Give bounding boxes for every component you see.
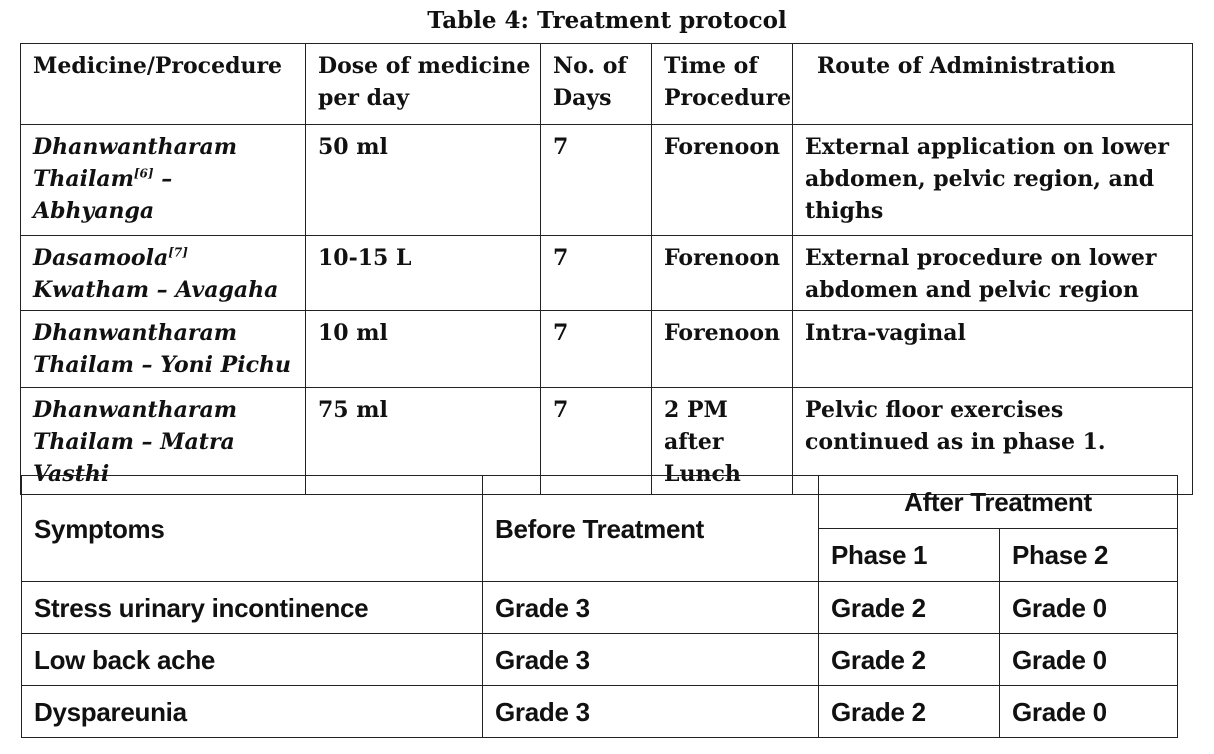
table-row (21, 125, 1193, 236)
dose-cell: 50 ml (306, 125, 541, 236)
phase2-cell: Grade 0 (1000, 582, 1178, 634)
table-row (22, 686, 1178, 738)
phase1-cell: Grade 2 (819, 582, 1000, 634)
table-row (22, 634, 1178, 686)
reference-marker: [6] (133, 166, 154, 181)
medicine-cell: Dhanwantharam Thailam – Matra Vasthi (21, 388, 306, 495)
days-cell: 7 (541, 236, 652, 311)
time-cell: Forenoon (652, 125, 793, 236)
before-cell: Grade 3 (483, 582, 819, 634)
time-cell: 2 PM after Lunch (652, 388, 793, 495)
days-cell: 7 (541, 388, 652, 495)
symptom-cell: Low back ache (22, 634, 483, 686)
header-medicine: Medicine/Procedure (21, 44, 306, 125)
header-phase-2: Phase 2 (1000, 529, 1178, 582)
header-route: Route of Administration (793, 44, 1193, 125)
medicine-cell: Dhanwantharam Thailam – Yoni Pichu (21, 311, 306, 388)
time-cell: Forenoon (652, 311, 793, 388)
table-header-row (21, 44, 1193, 125)
header-days: No. of Days (541, 44, 652, 125)
header-time: Time of Procedure (652, 44, 793, 125)
treatment-protocol-table (20, 43, 1193, 495)
dose-cell: 75 ml (306, 388, 541, 495)
table-row (21, 236, 1193, 311)
symptom-cell: Dyspareunia (22, 686, 483, 738)
route-cell: Pelvic floor exercises continued as in phase 1. (793, 388, 1193, 495)
table-caption: Table 4: Treatment protocol (427, 7, 787, 34)
phase1-cell: Grade 2 (819, 634, 1000, 686)
header-symptoms: Symptoms (22, 476, 483, 582)
table-header-row (22, 476, 1178, 529)
time-cell: Forenoon (652, 236, 793, 311)
table-row (21, 311, 1193, 388)
before-cell: Grade 3 (483, 686, 819, 738)
route-cell: Intra-vaginal (793, 311, 1193, 388)
reference-marker: [7] (168, 245, 188, 260)
table-row (22, 582, 1178, 634)
phase2-cell: Grade 0 (1000, 634, 1178, 686)
header-after-treatment: After Treatment (819, 476, 1178, 529)
header-before-treatment: Before Treatment (483, 476, 819, 582)
header-dose: Dose of medicine per day (306, 44, 541, 125)
symptom-cell: Stress urinary incontinence (22, 582, 483, 634)
phase2-cell: Grade 0 (1000, 686, 1178, 738)
dose-cell: 10 ml (306, 311, 541, 388)
days-cell: 7 (541, 311, 652, 388)
dose-cell: 10-15 L (306, 236, 541, 311)
symptoms-table (21, 475, 1178, 738)
route-cell: External procedure on lower abdomen and pelvic region (793, 236, 1193, 311)
days-cell: 7 (541, 125, 652, 236)
header-phase-1: Phase 1 (819, 529, 1000, 582)
before-cell: Grade 3 (483, 634, 819, 686)
medicine-cell: Dasamoola[7] Kwatham – Avagaha (21, 236, 306, 311)
route-cell: External application on lower abdomen, pelvic region, and thighs (793, 125, 1193, 236)
medicine-cell: Dhanwantharam Thailam[6] – Abhyanga (21, 125, 306, 236)
phase1-cell: Grade 2 (819, 686, 1000, 738)
